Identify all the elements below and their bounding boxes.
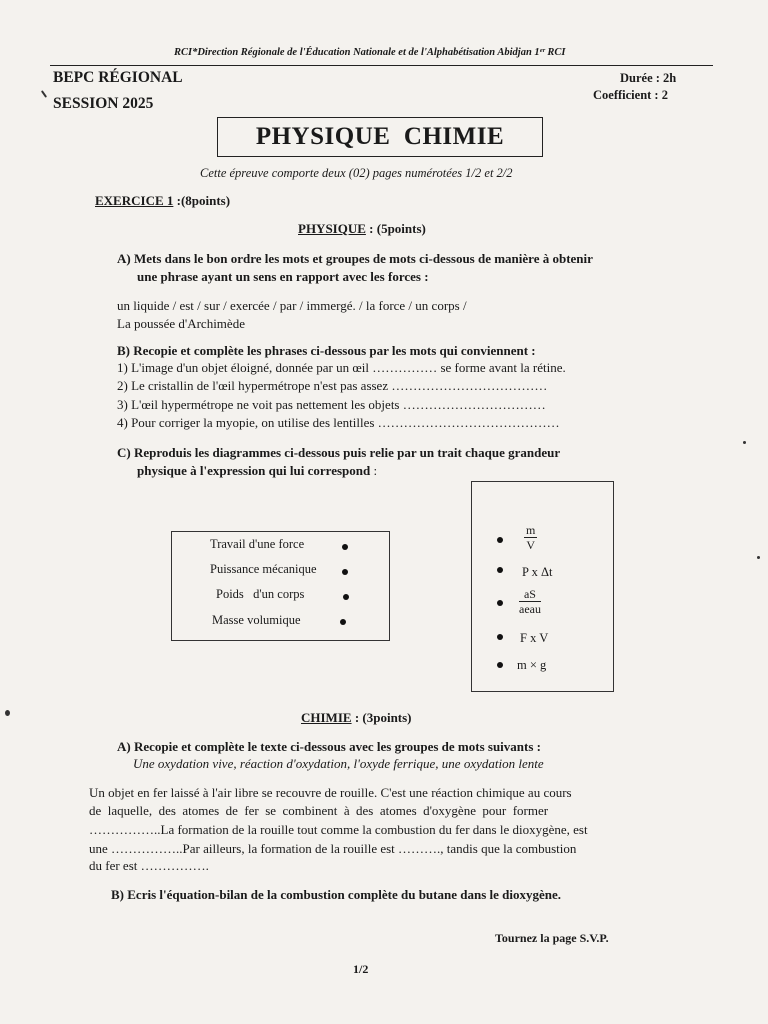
- exam-coefficient: Coefficient : 2: [593, 88, 668, 102]
- physique-c-instruction-1: C) Reproduis les diagrammes ci-dessous puis relie par un trait chaque grandeur: [117, 445, 561, 460]
- chimie-a-text-1: Un objet en fer laissé à l'air libre se recouvre de rouille. C'est une réaction chimique au cours: [89, 785, 572, 800]
- chimie-a-text-3: ……………..La formation de la rouille tout comme la combustion du fer dans le dioxygène, est: [89, 822, 588, 837]
- page-number: 1/2: [353, 962, 369, 976]
- expression-as-over-aeau: [519, 587, 541, 616]
- quantity-dot-2: [342, 569, 348, 575]
- expression-m-over-v: [524, 523, 537, 552]
- quantity-power: Puissance mécanique: [210, 562, 317, 576]
- expression-as-over-aeau-num: aS: [519, 587, 541, 602]
- expression-m-over-v-den: V: [526, 538, 535, 552]
- chimie-a-text-5: du fer est …………….: [89, 858, 209, 873]
- scan-speck: [743, 441, 746, 444]
- physique-b-item-1: 1) L'image d'un objet éloigné, donnée par un œil …………… se forme avant la rétine.: [117, 360, 566, 375]
- chimie-heading: [301, 710, 412, 726]
- chimie-points: : (3points): [351, 710, 412, 725]
- quantity-dot-1: [342, 544, 348, 550]
- expression-f-v: F x V: [520, 631, 549, 645]
- scan-speck: [757, 556, 760, 559]
- header-rule: [50, 65, 713, 66]
- physique-b-item-2: 2) Le cristallin de l'œil hypermétrope n'est pas assez ………………………………: [117, 378, 548, 393]
- turn-page-note: Tournez la page S.V.P.: [495, 931, 609, 945]
- physique-c-instruction-2-end: :: [370, 463, 378, 478]
- expression-dot-5: [497, 662, 503, 668]
- physique-a-words-2: La poussée d'Archimède: [117, 316, 245, 331]
- physique-title: PHYSIQUE: [298, 221, 366, 236]
- physique-b-item-4: 4) Pour corriger la myopie, on utilise des lentilles ……………………………………: [117, 415, 560, 430]
- exercise1-title: EXERCICE 1: [95, 193, 174, 208]
- expression-m-g: m × g: [517, 658, 547, 672]
- physique-b-item-3: 3) L'œil hypermétrope ne voit pas nettement les objets ……………………………: [117, 397, 546, 412]
- scan-speck: [41, 90, 47, 98]
- chimie-b-instruction: B) Ecris l'équation-bilan de la combustion complète du butane dans le dioxygène.: [111, 887, 561, 902]
- chimie-a-words: Une oxydation vive, réaction d'oxydation, l'oxyde ferrique, une oxydation lente: [133, 756, 544, 771]
- physique-a-instruction-1: A) Mets dans le bon ordre les mots et groupes de mots ci-dessous de manière à obtenir: [117, 251, 593, 266]
- chimie-a-text-2: de laquelle, des atomes de fer se combinent à des atomes d'oxygène pour former: [89, 803, 549, 818]
- scan-speck: [5, 710, 10, 716]
- quantity-dot-3: [343, 594, 349, 600]
- quantity-dot-4: [340, 619, 346, 625]
- expression-p-dt: P x Δt: [522, 565, 553, 579]
- exam-session: SESSION 2025: [53, 95, 154, 112]
- physique-a-instruction-2: une phrase ayant un sens en rapport avec les forces :: [137, 269, 429, 284]
- physique-points: : (5points): [365, 221, 426, 236]
- page-title-text: PHYSIQUE CHIMIE: [255, 123, 505, 150]
- chimie-title: CHIMIE: [301, 710, 352, 725]
- exam-name: BEPC RÉGIONAL: [53, 69, 183, 86]
- physique-b-instruction: B) Recopie et complète les phrases ci-dessous par les mots qui conviennent :: [117, 343, 536, 358]
- chimie-a-instruction: A) Recopie et complète le texte ci-dessous avec les groupes de mots suivants :: [117, 739, 541, 754]
- exam-duration: Durée : 2h: [620, 71, 677, 85]
- expression-dot-4: [497, 634, 503, 640]
- pages-note: Cette épreuve comporte deux (02) pages numérotées 1/2 et 2/2: [200, 166, 513, 180]
- chimie-a-text-4: une ……………..Par ailleurs, la formation de la rouille est ………., tandis que la combustion: [89, 841, 577, 856]
- expression-dot-1: [497, 537, 503, 543]
- physique-c-instruction-2-text: physique à l'expression qui lui correspond: [137, 463, 371, 478]
- header-institution: RCI*Direction Régionale de l'Éducation Nationale et de l'Alphabétisation Abidjan 1ᵉʳ RCI: [174, 47, 566, 58]
- quantity-work: Travail d'une force: [210, 537, 305, 551]
- physique-c-instruction-2: [137, 463, 377, 479]
- quantity-density: Masse volumique: [212, 613, 301, 627]
- expression-as-over-aeau-den: aeau: [519, 602, 541, 616]
- physique-a-words-1: un liquide / est / sur / exercée / par / immergé. / la force / un corps /: [117, 298, 467, 313]
- physique-heading: [298, 221, 426, 237]
- quantity-weight: Poids d'un corps: [216, 587, 305, 601]
- expression-dot-3: [497, 600, 503, 606]
- page-title: [217, 117, 543, 157]
- expression-m-over-v-num: m: [526, 523, 536, 537]
- expression-dot-2: [497, 567, 503, 573]
- exercise1-points: :(8points): [173, 193, 231, 208]
- exercise1-heading: [95, 193, 230, 209]
